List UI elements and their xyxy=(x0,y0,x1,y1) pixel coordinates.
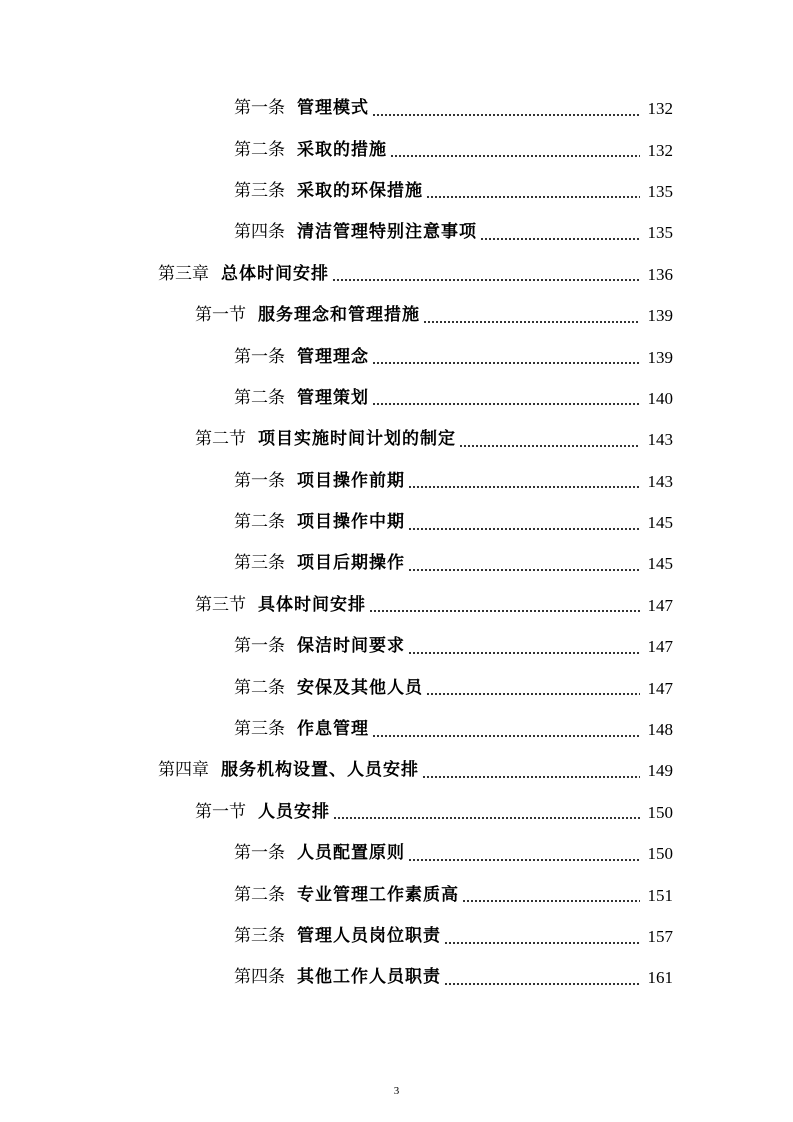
toc-entry-number: 第一条 xyxy=(234,843,285,864)
toc-entry-title: 服务机构设置、人员安排 xyxy=(221,760,419,781)
toc-entry[interactable] xyxy=(0,378,793,419)
toc-entry-number: 第三条 xyxy=(234,719,285,740)
dot-leader xyxy=(408,519,640,531)
toc-entry-number: 第二条 xyxy=(234,677,285,698)
toc-entry-title: 具体时间安排 xyxy=(258,594,366,615)
toc-entry-title: 项目操作前期 xyxy=(297,470,405,491)
toc-entry-title: 管理人员岗位职责 xyxy=(297,926,441,946)
dot-leader xyxy=(408,477,640,489)
toc-entry-number: 第三章 xyxy=(158,263,209,284)
toc-entry-page: 135 xyxy=(647,181,673,201)
dot-leader xyxy=(332,270,640,282)
dot-leader xyxy=(333,808,640,820)
toc-entry[interactable] xyxy=(0,543,793,584)
toc-entry-number: 第二条 xyxy=(234,139,285,160)
toc-entry-title: 人员安排 xyxy=(258,801,330,822)
toc-entry[interactable] xyxy=(0,667,793,708)
dot-leader xyxy=(390,146,640,158)
toc-entry-section[interactable] xyxy=(0,585,793,626)
toc-entry-page: 147 xyxy=(647,595,673,615)
toc-entry-number: 第三条 xyxy=(234,926,285,946)
toc-entry-section[interactable] xyxy=(0,792,793,833)
toc-entry-number: 第二条 xyxy=(234,512,285,533)
toc-entry-title: 作息管理 xyxy=(297,719,369,740)
toc-entry-page: 157 xyxy=(647,927,673,946)
dot-leader xyxy=(408,560,640,572)
toc-entry-number: 第三节 xyxy=(195,594,246,615)
dot-leader xyxy=(480,229,640,241)
toc-entry-number: 第一条 xyxy=(234,346,285,367)
toc-entry[interactable] xyxy=(0,212,793,253)
toc-entry-page: 145 xyxy=(647,513,673,533)
toc-entry-page: 132 xyxy=(647,99,673,119)
toc-entry[interactable] xyxy=(0,874,793,915)
dot-leader xyxy=(408,643,640,655)
toc-entry-page: 139 xyxy=(647,306,673,326)
toc-entry-number: 第一节 xyxy=(195,305,246,326)
toc-entry-page: 147 xyxy=(647,678,673,698)
toc-entry-page: 161 xyxy=(647,968,673,988)
dot-leader xyxy=(372,353,640,365)
toc-entry-number: 第四条 xyxy=(234,967,285,988)
toc-entry-chapter[interactable] xyxy=(0,254,793,295)
toc-entry-number: 第二条 xyxy=(234,884,285,905)
toc-entry-number: 第一条 xyxy=(234,98,285,119)
toc-entry[interactable] xyxy=(0,957,793,998)
toc-entry-title: 采取的措施 xyxy=(297,139,387,160)
toc-entry[interactable] xyxy=(0,502,793,543)
toc-entry-page: 147 xyxy=(647,637,673,657)
dot-leader xyxy=(423,312,640,324)
toc-entry-title: 人员配置原则 xyxy=(297,843,405,864)
toc-entry-number: 第一条 xyxy=(234,470,285,491)
dot-leader xyxy=(369,601,640,613)
dot-leader xyxy=(444,933,640,945)
toc-entry-title: 采取的环保措施 xyxy=(297,180,423,201)
toc-entry-number: 第一条 xyxy=(234,636,285,657)
toc-entry-chapter[interactable] xyxy=(0,750,793,791)
toc-entry[interactable] xyxy=(0,626,793,667)
toc-entry-title: 服务理念和管理措施 xyxy=(258,305,420,326)
toc-entry-title: 保洁时间要求 xyxy=(297,636,405,657)
toc-entry-page: 139 xyxy=(647,347,673,367)
toc-entry-section[interactable] xyxy=(0,295,793,336)
toc-entry-number: 第二条 xyxy=(234,387,285,408)
toc-entry-page: 132 xyxy=(647,140,673,160)
toc-entry-page: 143 xyxy=(647,471,673,491)
toc-entry-page: 136 xyxy=(647,264,673,284)
toc-entry-page: 149 xyxy=(647,761,673,781)
toc-entry-page: 145 xyxy=(647,554,673,574)
toc-entry-title: 管理理念 xyxy=(297,346,369,367)
dot-leader xyxy=(462,891,640,903)
toc-entry-page: 140 xyxy=(647,388,673,408)
dot-leader xyxy=(444,974,640,986)
dot-leader xyxy=(459,436,640,448)
toc-entry-number: 第三条 xyxy=(234,553,285,574)
toc-entry[interactable] xyxy=(0,129,793,170)
toc-entry-title: 清洁管理特别注意事项 xyxy=(297,222,477,243)
toc-entry-number: 第二节 xyxy=(195,429,246,450)
dot-leader xyxy=(422,767,640,779)
dot-leader xyxy=(372,394,640,406)
toc-entry-page: 135 xyxy=(647,223,673,243)
toc-entry-page: 148 xyxy=(647,720,673,740)
page-number: 3 xyxy=(393,1085,400,1097)
toc-entry-number: 第四条 xyxy=(234,222,285,243)
toc-entry-page: 143 xyxy=(647,430,673,450)
toc-entry-title: 专业管理工作素质高 xyxy=(297,884,459,905)
toc-entry-title: 总体时间安排 xyxy=(221,263,329,284)
toc-entry-number: 第三条 xyxy=(234,180,285,201)
toc-entry[interactable] xyxy=(0,461,793,502)
toc-entry[interactable] xyxy=(0,833,793,874)
table-of-contents xyxy=(0,88,793,999)
dot-leader xyxy=(372,105,640,117)
toc-entry-title: 安保及其他人员 xyxy=(297,677,423,698)
toc-entry[interactable] xyxy=(0,336,793,377)
toc-entry[interactable] xyxy=(0,916,793,957)
toc-entry[interactable] xyxy=(0,88,793,129)
toc-entry-title: 项目操作中期 xyxy=(297,512,405,533)
toc-entry-title: 项目实施时间计划的制定 xyxy=(258,429,456,450)
toc-entry[interactable] xyxy=(0,709,793,750)
toc-entry-title: 其他工作人员职责 xyxy=(297,967,441,988)
toc-entry-page: 150 xyxy=(647,802,673,822)
toc-entry-title: 管理策划 xyxy=(297,387,369,408)
dot-leader xyxy=(426,187,640,199)
dot-leader xyxy=(372,726,640,738)
toc-entry-number: 第一节 xyxy=(195,801,246,822)
toc-entry-number: 第四章 xyxy=(158,760,209,781)
toc-entry-title: 管理模式 xyxy=(297,98,369,119)
toc-entry-page: 150 xyxy=(647,844,673,864)
dot-leader xyxy=(426,684,640,696)
toc-entry-section[interactable] xyxy=(0,419,793,460)
toc-entry[interactable] xyxy=(0,171,793,212)
dot-leader xyxy=(408,850,640,862)
toc-entry-page: 151 xyxy=(647,885,673,905)
toc-entry-title: 项目后期操作 xyxy=(297,553,405,574)
